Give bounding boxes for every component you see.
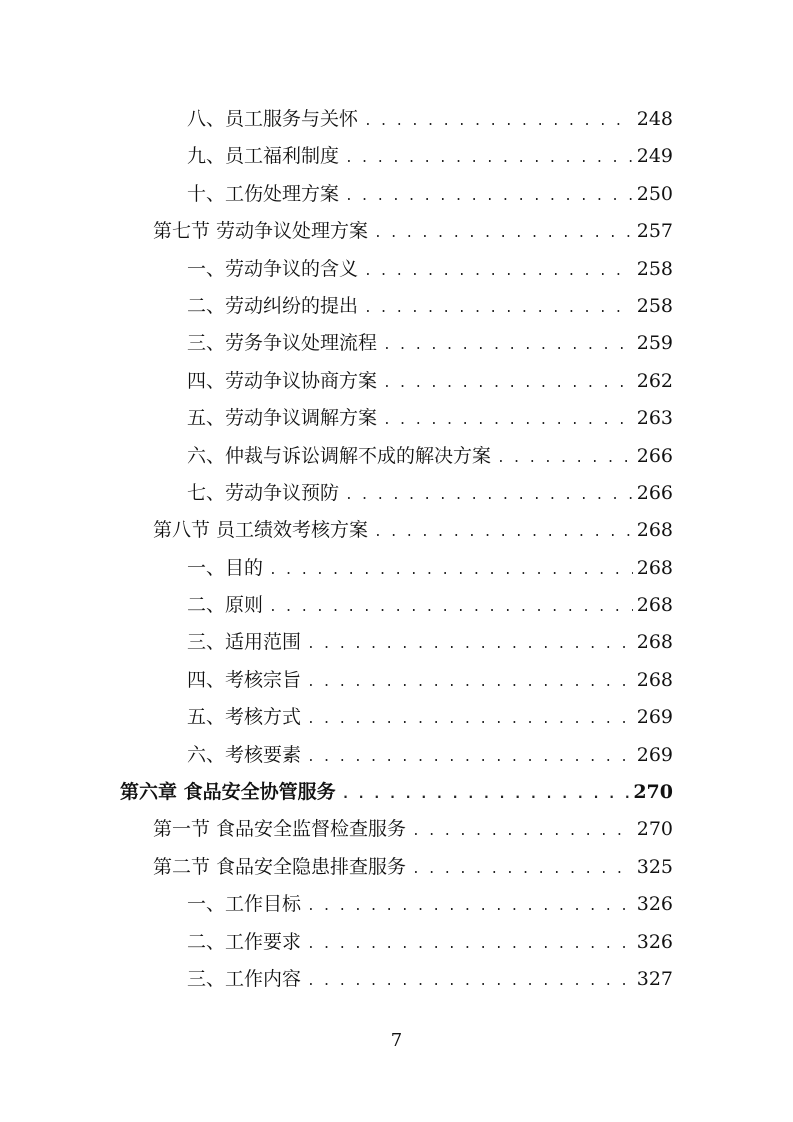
toc-entry-page-number: 258	[636, 257, 673, 280]
dot-leader	[307, 739, 633, 776]
dot-leader	[307, 963, 633, 1000]
toc-entry-title: 七、劳动争议预防	[187, 481, 340, 504]
dot-leader	[307, 926, 633, 963]
toc-entry-page-number: 266	[636, 481, 673, 504]
toc-chapter-entry[interactable]	[0, 774, 793, 811]
toc-entry-line	[187, 886, 673, 923]
dot-leader	[374, 514, 633, 551]
toc-entry-title: 四、考核宗旨	[187, 668, 302, 691]
toc-entry-title: 一、工作目标	[187, 893, 302, 916]
toc-entry-page-number: 268	[636, 519, 673, 542]
toc-entry-line	[187, 176, 673, 213]
toc-entry-title: 四、劳动争议协商方案	[187, 369, 378, 392]
toc-entry-title: 五、考核方式	[187, 706, 302, 729]
toc-entry-line	[187, 737, 673, 774]
toc-entry-line	[153, 213, 673, 250]
toc-entry-page-number: 258	[636, 294, 673, 317]
toc-entry-title: 二、原则	[187, 594, 264, 617]
toc-entry-line	[187, 924, 673, 961]
dot-leader	[345, 477, 633, 514]
toc-entry-title: 三、劳务争议处理流程	[187, 332, 378, 355]
toc-entry-line	[187, 961, 673, 998]
toc-entry-page-number: 266	[636, 444, 673, 467]
dot-leader	[412, 813, 633, 850]
toc-section-entry[interactable]	[0, 811, 793, 848]
dot-leader	[374, 215, 633, 252]
toc-item-entry[interactable]	[0, 101, 793, 138]
toc-entry-page-number: 259	[636, 332, 673, 355]
toc-entry-page-number: 270	[636, 818, 673, 841]
toc-entry-line	[187, 101, 673, 138]
toc-entry-page-number: 248	[636, 108, 673, 130]
toc-entry-page-number: 250	[636, 182, 673, 205]
dot-leader	[364, 290, 633, 327]
toc-entry-title: 五、劳动争议调解方案	[187, 407, 378, 430]
toc-entry-line	[153, 811, 673, 848]
toc-entry-title: 第七节 劳动争议处理方案	[153, 220, 369, 243]
table-of-contents	[0, 101, 793, 998]
toc-entry-page-number: 268	[636, 668, 673, 691]
toc-entry-page-number: 262	[636, 369, 673, 392]
dot-leader	[342, 776, 630, 813]
dot-leader	[307, 888, 633, 925]
toc-entry-title: 一、目的	[187, 556, 264, 579]
toc-entry-page-number: 269	[636, 706, 673, 729]
toc-entry-title: 八、员工服务与关怀	[187, 108, 359, 130]
toc-entry-page-number: 268	[636, 594, 673, 617]
toc-entry-line	[187, 363, 673, 400]
toc-entry-page-number: 270	[633, 781, 673, 804]
toc-entry-line	[187, 325, 673, 362]
toc-item-entry[interactable]	[0, 475, 793, 512]
toc-item-entry[interactable]	[0, 886, 793, 923]
toc-item-entry[interactable]	[0, 587, 793, 624]
toc-entry-line	[187, 475, 673, 512]
toc-entry-title: 第六章 食品安全协管服务	[120, 781, 336, 804]
toc-entry-title: 三、适用范围	[187, 631, 302, 654]
toc-item-entry[interactable]	[0, 325, 793, 362]
toc-entry-page-number: 249	[636, 145, 673, 168]
toc-entry-line	[187, 662, 673, 699]
dot-leader	[383, 365, 633, 402]
toc-entry-title: 九、员工福利制度	[187, 145, 340, 168]
toc-entry-title: 三、工作内容	[187, 967, 302, 990]
toc-entry-line	[153, 849, 673, 886]
toc-entry-line	[187, 438, 673, 475]
toc-item-entry[interactable]	[0, 924, 793, 961]
toc-item-entry[interactable]	[0, 961, 793, 998]
toc-entry-line	[187, 288, 673, 325]
toc-entry-page-number: 257	[636, 220, 673, 243]
toc-item-entry[interactable]	[0, 251, 793, 288]
toc-entry-title: 第二节 食品安全隐患排查服务	[153, 855, 407, 878]
toc-entry-page-number: 263	[636, 407, 673, 430]
toc-entry-page-number: 326	[636, 930, 673, 953]
toc-item-entry[interactable]	[0, 176, 793, 213]
dot-leader	[345, 140, 633, 177]
toc-entry-title: 二、工作要求	[187, 930, 302, 953]
toc-item-entry[interactable]	[0, 363, 793, 400]
dot-leader	[269, 552, 633, 589]
toc-entry-line	[187, 624, 673, 661]
dot-leader	[364, 103, 633, 140]
dot-leader	[307, 626, 633, 663]
toc-section-entry[interactable]	[0, 213, 793, 250]
toc-item-entry[interactable]	[0, 438, 793, 475]
toc-entry-page-number: 326	[636, 893, 673, 916]
toc-entry-line	[153, 512, 673, 549]
toc-entry-title: 第一节 食品安全监督检查服务	[153, 818, 407, 841]
toc-entry-line	[187, 400, 673, 437]
toc-section-entry[interactable]	[0, 512, 793, 549]
dot-leader	[269, 589, 633, 626]
dot-leader	[383, 402, 633, 439]
toc-entry-title: 第八节 员工绩效考核方案	[153, 519, 369, 542]
toc-entry-line	[187, 251, 673, 288]
dot-leader	[364, 253, 633, 290]
toc-item-entry[interactable]	[0, 550, 793, 587]
toc-entry-line	[187, 550, 673, 587]
dot-leader	[345, 178, 633, 215]
dot-leader	[497, 440, 633, 477]
dot-leader	[307, 701, 633, 738]
toc-entry-title: 六、考核要素	[187, 743, 302, 766]
toc-entry-page-number: 268	[636, 631, 673, 654]
toc-entry-title: 一、劳动争议的含义	[187, 257, 359, 280]
toc-entry-title: 六、仲裁与诉讼调解不成的解决方案	[187, 444, 492, 467]
toc-item-entry[interactable]	[0, 737, 793, 774]
toc-item-entry[interactable]	[0, 624, 793, 661]
toc-entry-line	[187, 587, 673, 624]
toc-entry-page-number: 269	[636, 743, 673, 766]
dot-leader	[383, 327, 633, 364]
toc-item-entry[interactable]	[0, 288, 793, 325]
toc-item-entry[interactable]	[0, 699, 793, 736]
toc-item-entry[interactable]	[0, 662, 793, 699]
toc-entry-title: 二、劳动纠纷的提出	[187, 294, 359, 317]
toc-entry-line	[187, 699, 673, 736]
toc-entry-page-number: 325	[636, 855, 673, 878]
dot-leader	[307, 664, 633, 701]
toc-section-entry[interactable]	[0, 849, 793, 886]
toc-item-entry[interactable]	[0, 400, 793, 437]
toc-entry-title: 十、工伤处理方案	[187, 182, 340, 205]
toc-entry-line	[120, 774, 673, 811]
toc-entry-line	[187, 138, 673, 175]
toc-entry-page-number: 268	[636, 556, 673, 579]
toc-item-entry[interactable]	[0, 138, 793, 175]
toc-entry-page-number: 327	[636, 967, 673, 990]
dot-leader	[412, 851, 633, 888]
page-number: 7	[390, 1030, 403, 1051]
